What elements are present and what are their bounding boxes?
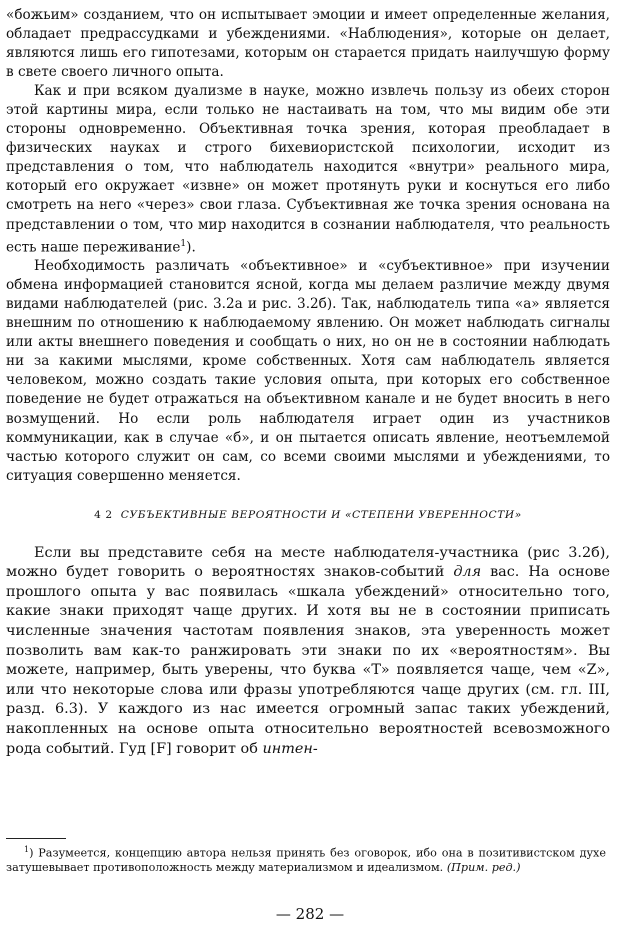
section-heading (6, 508, 610, 522)
paragraph-dualism (6, 82, 610, 257)
italic-word-inten: интен- (262, 740, 318, 757)
paragraph-observers: Необходимость различать «объективное» и «субъективное» при изучении обмена информацией становится ясной, когда мы делаем различие между двумя видами наблюдателей (рис. 3.2а и рис. 3.2б). Так, наблюдатель типа «а» является внешним по отношению к наблюдаемому явлению. Он может наблюдать сигналы или акты внешнего поведения и сообщать о них, но он не в состоянии наблюдать ни за какими мыслями, кроме собственных. Хотя сам наблюдатель является человеком, можно создать такие условия опыта, при которых его собственное поведение не будет отражаться на объективном канале и не будет вносить в него возмущений. Но если роль наблюдателя играет один из участников коммуникации, как в случае «б», и он пытается описать явление, неотъемлемой частью которого служит он сам, со всеми своими мыслями и убеждениями, то ситуация совершенно меняется. (6, 258, 610, 484)
section-number: 4 2 (94, 508, 113, 521)
paragraph-subjective-text-1: Если вы представите себя на месте наблюдателя-участника (рис 3.2б), можно будет говорить о вероятностях знаков-событий (6, 544, 610, 581)
footnote-text: ) Разумеется, концепцию автора нельзя принять без оговорок, ибо она в позитивистском духе затушевывает противоположность между материализмом и идеализмом. (6, 846, 606, 875)
paragraph-continuation: «божьим» созданием, что он испытывает эмоции и имеет определенные желания, обладает предрассудками и убеждениями. «Наблюдения», которые он делает, являются лишь его гипотезами, которым он старается придать наилучшую форму в свете своего личного опыта. (6, 7, 610, 81)
footnote-divider (6, 838, 66, 839)
paragraph-subjective (6, 544, 610, 760)
page-number: — 282 — (275, 905, 345, 923)
page-body (6, 6, 610, 759)
paragraph-dualism-end: ). (186, 239, 196, 256)
footnote (6, 843, 606, 876)
footnote-editor-note: (Прим. ред.) (446, 861, 521, 875)
footnote-ref: 1 (180, 238, 187, 249)
paragraph-subjective-text-2: вас. На основе прошлого опыта у вас появилась «шкала убеждений» относительно того, какие знаки приходят чаще других. И хотя вы не в состоянии приписать численные значения частотам появления знаков, эта уверенность может позволить вам как-то ранжировать эти знаки по их «вероятностям». Вы можете, например, быть уверены, что буква «Т» появляется чаще, чем «Z», или что некоторые слова или фразы употребляются чаще других (см. гл. III, разд. 6.3). У каждого из нас имеется огромный запас таких убеждений, накопленных на основе опыта относительно вероятностей всевозможного рода событий. Гуд [F] говорит об (6, 564, 610, 757)
paragraph-dualism-text: Как и при всяком дуализме в науке, можно извлечь пользу из обеих сторон этой картины мира, если только не настаивать на том, что мы видим обе эти стороны одновременно. Объективная точка зрения, которая преобладает в физических науках и строго бихевиористской психологии, исходит из представления о том, что наблюдатель находится «внутри» реального мира, который его окружает «извне» он может протянуть руки и коснуться его либо смотреть на него «через» свои глаза. Субъективная же точка зрения основана на представлении о том, что мир находится в сознании наблюдателя, что реальность есть наше переживание (6, 83, 610, 256)
section-title: СУБЪЕКТИВНЫЕ ВЕРОЯТНОСТИ И «СТЕПЕНИ УВЕРЕННОСТИ» (120, 508, 522, 521)
italic-word-for: для (453, 564, 482, 581)
footnote-marker: 1 (24, 845, 30, 854)
